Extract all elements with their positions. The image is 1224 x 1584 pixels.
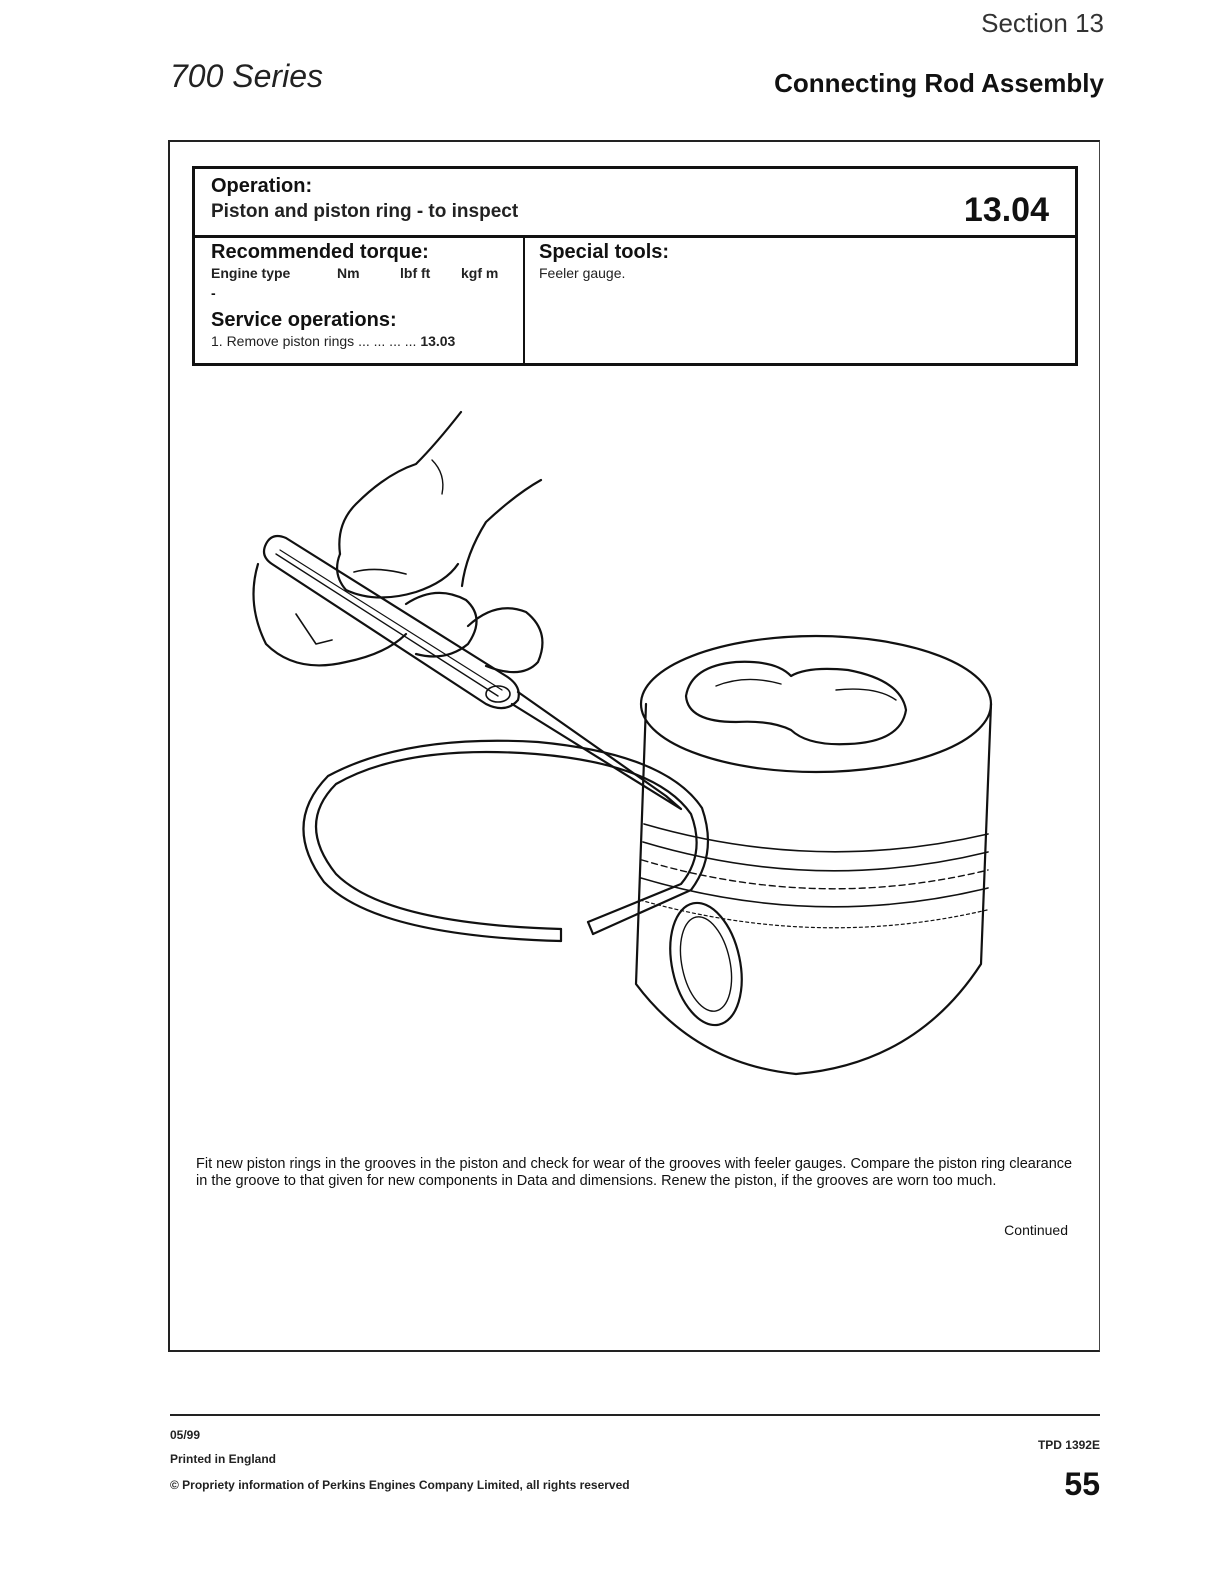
special-tool-item: Feeler gauge. bbox=[539, 265, 626, 281]
page-title: Connecting Rod Assembly bbox=[774, 68, 1104, 98]
footer-divider bbox=[170, 1414, 1100, 1416]
footer-date: 05/99 bbox=[170, 1428, 201, 1442]
operation-box bbox=[192, 166, 1078, 366]
operation-label: Operation: bbox=[211, 175, 313, 197]
instruction-paragraph: Fit new piston rings in the grooves in the piston and check for wear of the grooves with feeler gauges. Compare the piston ring clearance in the groove to that given for new components in Data and dimensions. Renew the piston, if the grooves are worn too much. bbox=[196, 1156, 1073, 1189]
torque-col-kgf-m: kgf m bbox=[461, 265, 499, 281]
piston-ring-drawing bbox=[303, 741, 707, 941]
torque-col-engine-type: Engine type bbox=[211, 265, 291, 281]
operation-divider bbox=[195, 235, 1075, 238]
page-number: 55 bbox=[1064, 1466, 1100, 1502]
torque-value: - bbox=[211, 285, 216, 301]
footer-copyright: © Propriety information of Perkins Engines Company Limited, all rights reserved bbox=[170, 1478, 630, 1492]
column-divider bbox=[523, 238, 525, 363]
torque-col-lbf-ft: lbf ft bbox=[400, 265, 431, 281]
special-tools-label: Special tools: bbox=[539, 241, 670, 263]
service-operation-ref: 13.03 bbox=[420, 333, 456, 349]
operation-number: 13.04 bbox=[963, 191, 1049, 229]
service-operation-text: 1. Remove piston rings ... ... ... ... bbox=[211, 333, 421, 349]
hand-drawing bbox=[254, 412, 543, 672]
service-operation-item bbox=[211, 333, 455, 349]
continued-label: Continued bbox=[1004, 1222, 1068, 1238]
series-title: 700 Series bbox=[170, 58, 323, 94]
section-label: Section 13 bbox=[981, 8, 1104, 38]
torque-label: Recommended torque: bbox=[211, 241, 429, 263]
footer-printed: Printed in England bbox=[170, 1452, 277, 1466]
operation-name: Piston and piston ring - to inspect bbox=[211, 201, 519, 222]
piston-drawing bbox=[636, 636, 991, 1074]
footer-publication-code: TPD 1392E bbox=[1037, 1438, 1100, 1452]
torque-col-nm: Nm bbox=[337, 265, 360, 281]
piston-ring-feeler-gauge-illustration bbox=[236, 404, 1026, 1094]
service-operations-label: Service operations: bbox=[211, 309, 397, 331]
